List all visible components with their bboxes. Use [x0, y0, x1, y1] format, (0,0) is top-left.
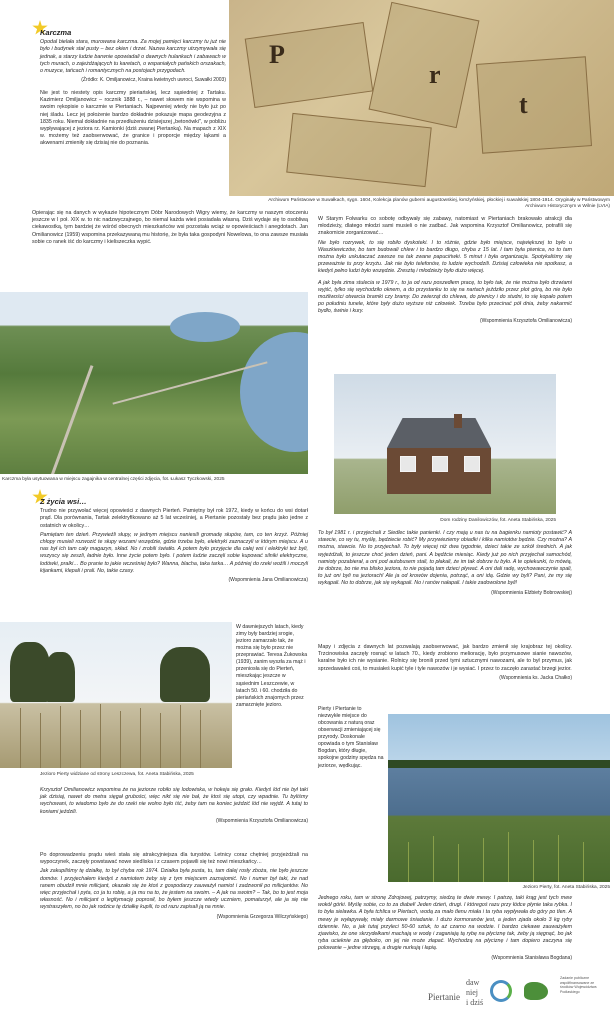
- zycie-paragraph: Trudno nie przywołać więcej opowieści z dawnych Pierteń. Pamiętny był rok 1972, kiedy w końcu do wsi dotarł prąd. Dla porównania, Tartak zelektryfikowano aż 5 lat wcześniej, a Piertanie pozostały bez prądu jako jedne z ostatnich w okolicy…: [40, 508, 308, 529]
- mapy-paragraph: Mapy i zdjęcia z dawnych lat pozwalają zaobserwować, jak bardzo zmienił się krajobraz tej okolicy. Trzcinowiska zaczęły rosnąć w latach 70., kiedy zrobiono meliorację, było przymusowe sianie nawozów, karalne było ich nie wysianie. Rolnicy się bronili przed tymi sztucznymi nawozami, ale to był przymus, jak sprzedawałeś coś, to musiałeś kupić tyle i tyle nawozów i je wysiać. I przez to zaczęło zarastać brzegi jezior.: [318, 644, 572, 672]
- house-caption: Dom rodziny Danilowiczów, fot. Aneta Stabińska, 2025: [440, 518, 556, 523]
- reeds-caption: Jezioro Pierty widziane od strony Leszczewa, fot. Aneta Stabińska, 2025: [40, 772, 194, 777]
- pierty-quote-block: [318, 895, 572, 963]
- pierty-quote: Jednego roku, tam w stronę Zdrojowej, patrzymy, siedzą te dwie mewy. I patrzę, taki krąg jest tych mew wokół górki. Myślę sobie, co to za diabeł! Jeden dzień, drugi. I któregoś razu przy łódce płynie taka rybka. I to była sielawka. A była tchlica w Piertach, wodą za mało tlenu miała i ta ryba wypływała do góry po tlen. A mewy je wyłapywały, miały darmowe śniadanie. I dużo kormoranów jest, a jeden zjada około 3 kg ryby dziennie. No, a jak tutaj przyleci 50-60 sztuk, to aż czarno na wodzie. I bardzo ciekawe zauważyłem zjawisko, że one skrzydełkami machają w wodę i zaganiają tą rybę na płyciznę tak, żeby ją sięgnąć, bo jak ryba ucieknie za głęboko, on jej nie może złapać. Wychodzą na płyciznę i tam dopiero zaczyna się polowanie – jedne strzegą, a drugie nurkują i łapią.: [318, 895, 572, 952]
- sponsor-text: Zadanie publiczne współfinansowane ze środków Województwa Podlaskiego: [560, 976, 597, 995]
- jezioro-text: W dawniejszych latach, kiedy zimy były bardziej srogie, jezioro zamarzało tak, że można się było przez nie przeprawiać. Teresa Żukowska (1939), zanim wyszła za mąż i przeniosła się do Pierteń, mieszkając jeszcze w sąsiednim Leszczewie, w latach 50. i 60. chodziła do pieriańskich znajomych przez zamarznięte jezioro.: [236, 624, 308, 708]
- karczma-quote-source: (Źródło: K. Omiljanowicz, Kraina kwietnych uwroci, Suwałki 2003): [81, 77, 226, 84]
- map-caption: Archiwum Państwowe w Suwałkach, sygn. 1604, Kolekcja planów guberni augustowskiej, łomżyńskiej, płockiej i suwalskiej 1804-1914. Oryginały w Państwowym Archiwum Historycznym w Wilnie (LVIA): [268, 198, 610, 209]
- pierty-quote-source: (Wspomnienia Stanisława Bogdana): [491, 954, 572, 961]
- turysci-quote: Jak zakupiliśmy tę działkę, to był chyba rok 1974. Działka była pusta, tu, tam dalej rosły zboża, nie było jeszcze domów. I przyjechałem kiedyś z namiotem żeby się z tym miejscem zaznajomić. No i numer był taki, że nad ranem obudził mnie milicjant, okazało się że ktoś z gospodarzy zauważył namiot i zadzwonił po milicjantów. No więc przyjechał i pyta, co ja tu robię, a ja mu na to, że jestem na swoim. – A jak na swoim? – Tak, bo to jest moja własność. No i milicjant o legitymację poprosił, bo byłem jeszcze wtedy uczniem, pomaturzył, ale ja się nie wystraszyłem, no bo jak rodzice tę działkę kupili, to od razu zapisali ją na mnie.: [40, 868, 308, 911]
- logo-word-dzis: i dziś: [466, 998, 484, 1007]
- starym-paragraph: W Starym Folwarku co sobotę odbywały się zabawy, natomiast w Piertaniach brakowało atrakcji dla młodzieży, dlatego młodzi sami musieli o nie zadbać. Jak wspomina Krzysztof Omilianowicz, potrafili się znakomicie zorganizować…: [318, 216, 572, 237]
- aerial-village-photo: [0, 292, 308, 474]
- logo-word-niej: niej: [466, 988, 478, 997]
- pierty-photo-caption: Jezioro Pierty, fot. Aneta Stabińska, 2025: [522, 885, 610, 890]
- turysci-quote-source: (Wspomnienia Grzegorza Wilczyńskiego): [216, 913, 308, 920]
- region-map-icon: [524, 982, 548, 1000]
- rok1981-quote-source: (Wspomnienia Elżbiety Bobrowskiej): [491, 589, 572, 596]
- jezioro-quote-block: [40, 787, 308, 827]
- logo-word-piertanie: Piertanie: [428, 992, 460, 1002]
- karczma-quote: Opodal bielała stara, murowana karczma. Za mojej pamięci karczmy tu już nie było i budynek stał pusty – bez okien i drzwi. Nazwa karczmy utrzymywała się jednak, a starzy ludzie barwnie opowiadali o dawnych hulankach i zabawach w tych murach, o zajeżdżających tu karetach, o wspaniałych pańskich orszakach, o muzyce, tańcach i romantycznych na postojach przygodach.: [40, 39, 226, 74]
- rok1981-section: [318, 530, 572, 598]
- lake-pierty-photo: [388, 714, 610, 882]
- footer-logos: [420, 974, 610, 1014]
- aerial-caption: Karczma była usytuowana w miejscu zagajnika w centralnej części zdjęcia, fot. Łukasz Tyczkowski, 2025: [2, 477, 225, 482]
- rok1981-quote: To był 1981 r. i przyjechali z Siedlec takie panienki. I czy mają u nas tu na bagienku namioty postawić? A stawcie, co wy tu, myślę, będziecie robić? My przywieziemy obiadki i kilka namiotów będzie. Czy można? A można, stawcie. No to przyjechali. To były więcej niż dwa tygodnie, dzieci takie ze szkół średnich. A jak wyjeżdżali, to jeszcze choć jeden dzień, pani. A będźcie miesiąc. Kiedy już po nich przyjechał samochód, namioty pozabierał, a oni pod autobusem stali, to płakali, że im tak dobrze tu było. A te opiekunki, to mówią, że dobrze, bo nie ma blisko jeziora, to nie pojadą tam dzieci pływać. A oni dali radę, wychowawczynie spali, to już oni byli na jeziorach! Ale ja od krowów dojenia, potrząć, a oni idą. Gdzie wy byli? Pani, że my się wykąpali. No to dobrze, jak się wykąpali. No i ranów nałapali. I takie zadowolone byli!: [318, 530, 572, 587]
- pierty-intro: Pierty i Piertanie to niezwykłe miejsce do obcowania z naturą oraz obserwacji zmieniającej się przyrody. Doskonale opowiada o tym Stanisław Bogdan, który długie, spokojne godziny spędza na jeziorze, wędkując.: [318, 706, 384, 769]
- zycie-heading: Z życia wsi…: [40, 497, 87, 506]
- historic-map-image: P r t: [229, 0, 614, 196]
- partner-logo-icon: [490, 980, 512, 1002]
- turysci-section: [40, 852, 308, 922]
- karczma-paragraph-1: Nie jest to niestety opis karczmy pieriańskiej, lecz sąsiedniej z Tartaku. Kazimierz Omiljanowicz – rocznik 1888 r., – nawet słowem nie wspomina w swoim rękopisie o karczmie w Piertaniach. Najpewniej wtedy nie było już po niej śladu. Lecz jej położenie bardzo dokładnie pokazuje mapa geodezyjna z 1835 roku. Niemal dokładnie na przedłużeniu dzisiejszej „betonówki", w pobliżu wypływającej z jeziora rz. Kamionki (dziś zwanej Piertanką). Na mapach z XIX w. możemy też zaobserwować, że granice i proporcje między łąkami a akwenami zmieniły się dzisiaj nie do poznania.: [40, 90, 226, 147]
- house-photo: [334, 374, 556, 514]
- zycie-quote: Pamiętam ten dzień. Przywieźli słupy, w jednym miejscu naniesili gromadę słupów, tam, co ten krzyż. Później chłopy musieli rozwozić te słupy wozami wszędzie, gdzie trzeba było, elektryki zaznaczyli w którym miejscu. A u nas był ich tam cały magazyn, skład. No i zrobili światło. A potem było przyjęcie dla całej wsi i elektryki też byli, wszyscy się zeszli, ładnie było. Inne życie potem było. I potem ludzie zaczęli sobie kupować silniki elektryczne, lodówki, pralki… Bo pranie to jakie wcześniej było? Wanna, blacha, taka tarka… A później do rzeki woźili i moczyli kijankami, klepali i prali. No, takie czasy.: [40, 531, 308, 574]
- jezioro-quote: Krzysztof Omilianowicz wspomina że na jeziorze robiło się lodowiska, w hokeja się grało. Kiedyś lód nie był taki jak dzisiaj, nawet do metra sięgał grubości, więc nikt się nie bał, że ktoś się utopi, czy wpadnie. Tu byliśmy wychowani, to wiadomo było że do rzeki nie wolno było iść, żeby tam na koniec jeździć lód nie wyjdź. A tutaj to koniami jeździli.: [40, 787, 308, 815]
- starym-quote-source: (Wspomnienia Krzysztofa Omilianowicza): [480, 317, 572, 324]
- logo-word-daw: daw: [466, 978, 480, 987]
- lake-reeds-photo: [0, 622, 232, 768]
- jezioro-quote-source: (Wspomnienia Krzysztofa Omilianowicza): [216, 817, 308, 824]
- karczma-section: [40, 28, 226, 150]
- turysci-paragraph: Po doprowadzeniu prądu wieś stała się atrakcyjniejsza dla turystów. Letnicy coraz chętniej przyjeżdżali na wypoczynek, zaczęły powstawać nowe siedliska i z czasem pojawili się też nowi mieszkańcy…: [40, 852, 308, 866]
- mapy-quote-source: (Wspomnienia ks. Jacka Chałko): [499, 674, 572, 681]
- karczma-heading: Karczma: [40, 28, 72, 37]
- zycie-quote-source: (Wspomnienia Jana Omilianowicza): [228, 577, 308, 584]
- starym-quote-1: Nie było rozrywek, to się robiło dyskoteki. I to różnie, gdzie było miejsce, największej to było u Waszkiewiczów, bo tam budowali chlew i to bardzo długo, chyba z 15 lat. I tam była piwnica, no to tam można było uskutaczać zawsze na tak zwane papucińwki. 5 minut i była organizacja. Spotykaliśmy się przeważnie tu przy krzyżu. Jak nie było telefonów, to ludzie wychodzili. Dzisiaj człowieka nie spotkasz, a kiedyś pełno ludzi było wszędzie. Zresztą i młodzieży było dużo więcej.: [318, 239, 572, 275]
- karczma-paragraph-2: Opierając się na danych w wykazie hipotecznym Dóbr Narodowych Wigry wiemy, że karczmy w naszym otoczeniu jeszcze w I poł. XIX w. to nic nadzwyczajnego, bo niemal każda wieś posiadała własną. Dziś wydaje się to osobliwą ciekawostką, tym bardziej że wśród obecnych mieszkańców wsi pozostała wciąż w opowieściach i anegdotach. Jan Omilianowicz (1959) wspomina przekazywaną mu historię, że była taka gospodyni Nowelowa, to ona zawsze musiała sobie co ranek iść do karczmy i kieliszeczka wypić.: [32, 210, 308, 245]
- zycie-section: [40, 497, 308, 586]
- starym-section: [318, 216, 572, 326]
- starym-quote-2: A jak była zima stulecia w 1979 r., to ja od razu poszedłem pracę, to było tak, że nie można było drzwiami wyjść, tylko się wychodziło oknem, a do przystanku to się na nartach jeździło przez plot górą, bo nie było możliwości otwarcia bramki czy bramy. Do zwierząt do chlewa, do piwnicy i do studni, to się kopało potem po południu tunele, które były dużo wyższe niż człowiek. Trzeba było przecinać pół dnia, żeby nakarmić bydło, świnie i kury.: [318, 279, 572, 315]
- mapy-section: [318, 644, 572, 684]
